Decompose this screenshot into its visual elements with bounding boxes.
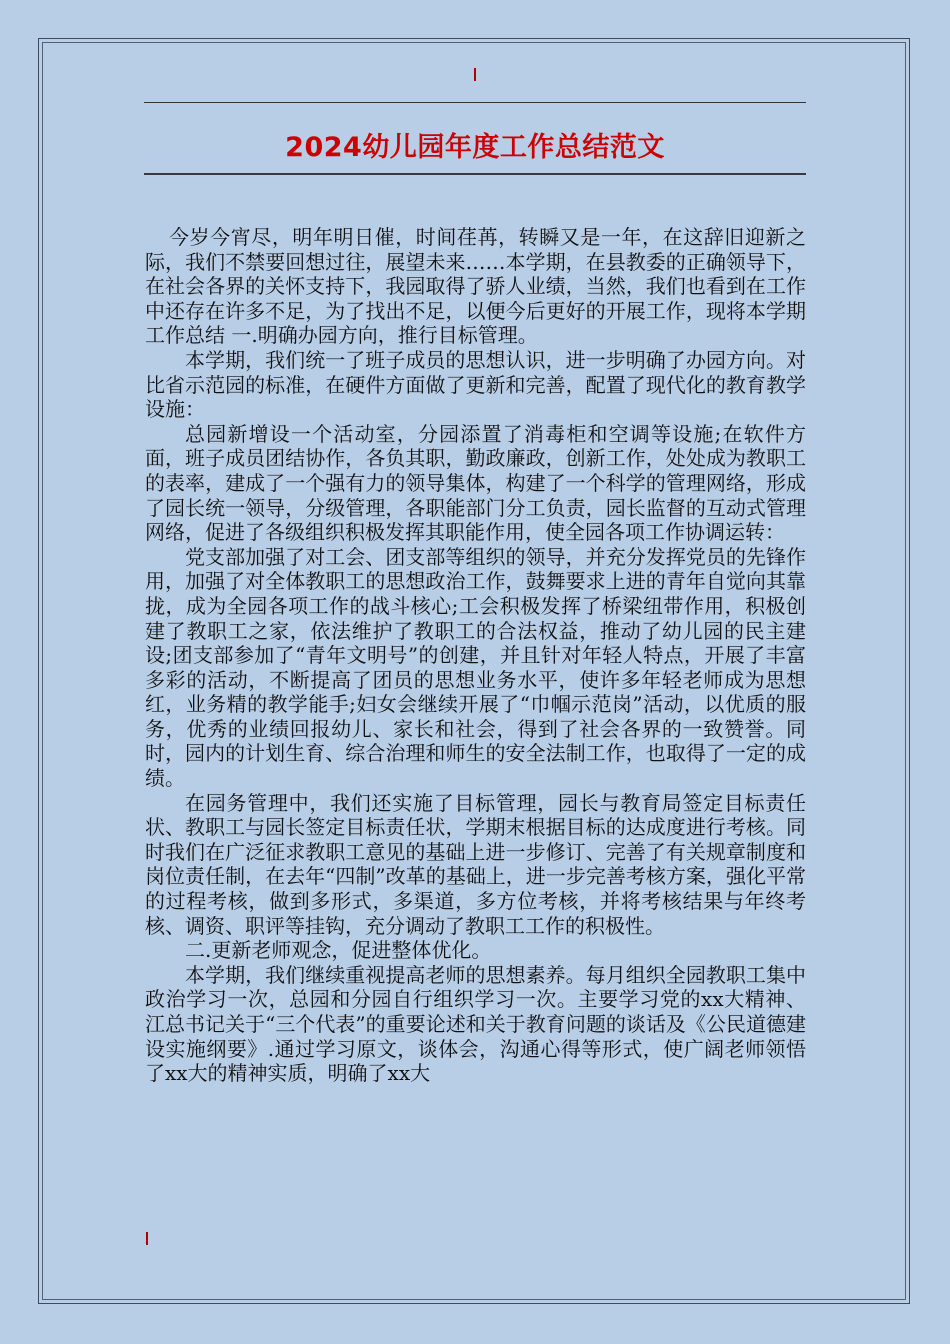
paragraph-management: 在园务管理中，我们还实施了目标管理，园长与教育局签定目标责任状、教职工与园长签定目标责任状，学期末根据目标的达成度进行考核。同时我们在广泛征求教职工意见的基础上进一步修订、完善了有关规章制度和岗位责任制，在去年“四制”改革的基础上，进一步完善考核方案，强化平常的过程考核，做到多形式，多渠道，多方位考核，并将考核结果与年终考核、调资、职评等挂钩，充分调动了教职工工作的积极性。 xyxy=(145,790,806,938)
document-body xyxy=(145,225,806,1086)
bottom-margin-mark xyxy=(146,1232,148,1245)
paragraph-direction: 本学期，我们统一了班子成员的思想认识，进一步明确了办园方向。对比省示范园的标准，在硬件方面做了更新和完善，配置了现代化的教育教学设施： xyxy=(145,347,806,422)
paragraph-teacher-study: 本学期，我们继续重视提高老师的思想素养。每月组织全园教职工集中政治学习一次，总园和分园自行组织学习一次。主要学习党的xx大精神、江总书记关于“三个代表”的重要论述和关于教育问题的谈话及《公民道德建设实施纲要》.通过学习原文，谈体会，沟通心得等形式，使广阔老师领悟了xx大的精神实质，明确了xx大 xyxy=(145,962,806,1086)
paragraph-intro: 今岁今宵尽，明年明日催，时间荏苒，转瞬又是一年，在这辞旧迎新之际，我们不禁要回想过往，展望未来……本学期，在县教委的正确领导下，在社会各界的关怀支持下，我园取得了骄人业绩，当然，我们也看到在工作中还存在许多不足，为了找出不足，以便今后更好的开展工作，现将本学期工作总结 一.明确办园方向，推行目标管理。 xyxy=(145,225,806,348)
paragraph-party-branch: 党支部加强了对工会、团支部等组织的领导，并充分发挥党员的先锋作用，加强了对全体教职工的思想政治工作，鼓舞要求上进的青年自觉向其靠拢，成为全园各项工作的战斗核心;工会积极发挥了桥梁纽带作用，积极创建了教职工之家，依法维护了教职工的合法权益，推动了幼儿园的民主建设;团支部参加了“青年文明号”的创建，并且针对年轻人特点，开展了丰富多彩的活动，不断提高了团员的思想业务水平，使许多年轻老师成为思想红，业务精的教学能手;妇女会继续开展了“巾帼示范岗”活动，以优质的服务，优秀的业绩回报幼儿、家长和社会，得到了社会各界的一致赞誉。同时，园内的计划生育、综合治理和师生的安全法制工作，也取得了一定的成绩。 xyxy=(145,544,806,791)
top-margin-mark xyxy=(474,68,476,81)
title-underline xyxy=(144,173,806,175)
paragraph-facilities: 总园新增设一个活动室，分园添置了消毒柜和空调等设施;在软件方面，班子成员团结协作，各负其职，勤政廉政，创新工作，处处成为教职工的表率，建成了一个强有力的领导集体，构建了一个科学的管理网络，形成了园长统一领导，分级管理，各职能部门分工负责，园长监督的互动式管理网络，促进了各级组织积极发挥其职能作用，使全园各项工作协调运转： xyxy=(145,421,806,545)
section-heading-two: 二.更新老师观念，促进整体优化。 xyxy=(185,938,492,963)
header-rule xyxy=(144,102,806,103)
document-title: 2024幼儿园年度工作总结范文 xyxy=(285,132,665,163)
